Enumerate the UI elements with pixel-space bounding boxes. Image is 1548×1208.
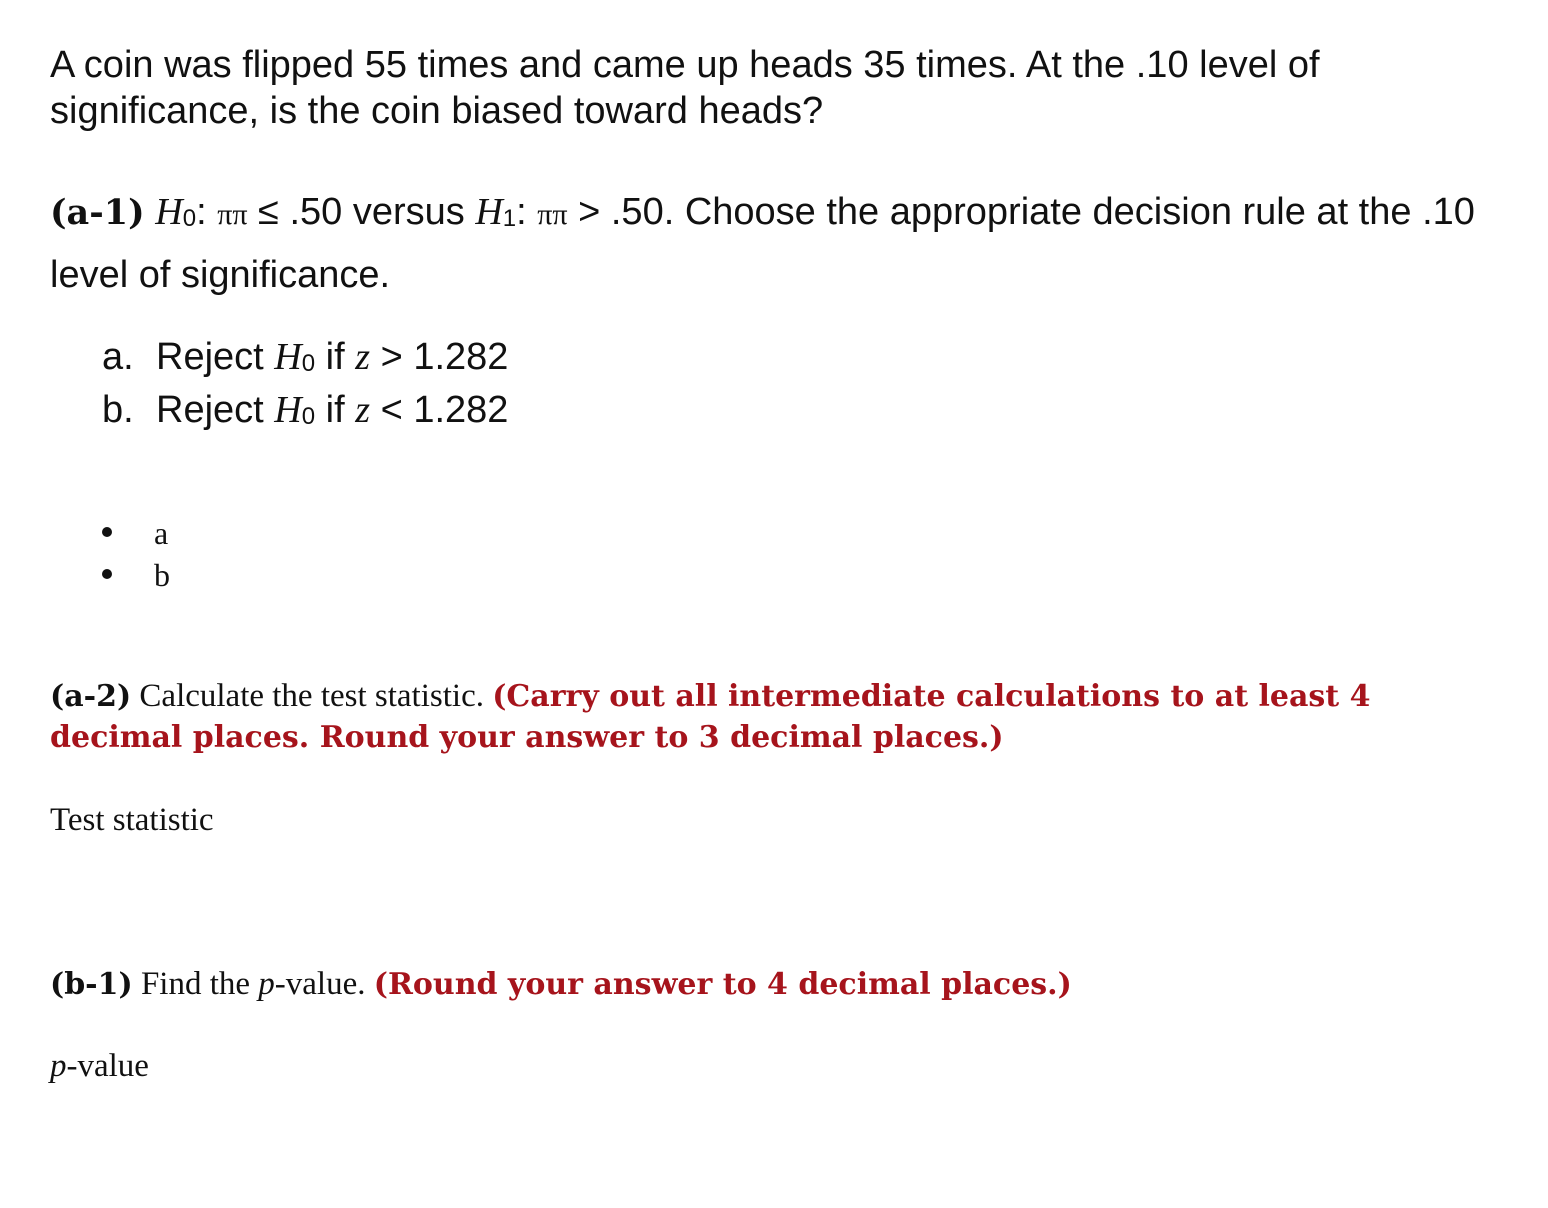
pi-symbol-h1: ππ (537, 198, 568, 231)
bullet-icon[interactable] (102, 569, 112, 579)
h0-relation: ≤ .50 versus (258, 191, 465, 233)
answer-choices (102, 512, 170, 596)
decision-rule-options (102, 334, 508, 440)
option-h-symbol: H (274, 336, 302, 378)
part-a2-question: Calculate the test statistic. (139, 678, 484, 714)
option-key: a. (102, 336, 134, 378)
question-intro: A coin was flipped 55 times and came up heads 35 times. At the .10 level of significance, is the coin biased toward heads? (50, 44, 1320, 132)
option-z-var: z (355, 389, 371, 431)
h0-subscript: 0 (182, 205, 197, 232)
choice-b[interactable] (102, 554, 170, 596)
part-b1-instruction: (Round your answer to 4 decimal places.) (373, 967, 1072, 1002)
part-a1-label: (a-1) (50, 192, 145, 233)
choice-a[interactable] (102, 512, 170, 554)
part-a2-label: (a-2) (50, 679, 132, 714)
h1-subscript: 1 (502, 205, 517, 232)
bullet-icon[interactable] (102, 527, 112, 537)
option-if: if (325, 389, 345, 431)
h1-colon: : (516, 191, 527, 233)
part-b1-text: Find the (140, 966, 251, 1002)
test-statistic-label: Test statistic (50, 802, 214, 838)
choice-label[interactable]: a (154, 515, 169, 551)
part-a2-prompt (50, 676, 1450, 758)
h1-relation: > .50. Choose the appropriate decision rule at the .10 level of significance. (50, 191, 1475, 296)
option-text: Reject (156, 336, 264, 378)
p-value-label (50, 1046, 149, 1086)
h0-symbol: H (155, 191, 183, 233)
choice-label[interactable]: b (154, 557, 170, 593)
part-a2-instruction: (Carry out all intermediate calculations to at least 4 decimal places. Round your answer to 3 decimal places.) (50, 679, 1371, 755)
part-b1-label: (b-1) (50, 967, 133, 1002)
part-b1-text-after: -value. (274, 966, 366, 1002)
option-z-var: z (355, 336, 371, 378)
part-b1-prompt (50, 964, 1450, 1005)
option-text: Reject (156, 389, 264, 431)
option-if: if (325, 336, 345, 378)
option-h-symbol: H (274, 389, 302, 431)
option-a (102, 334, 508, 387)
option-b (102, 387, 508, 440)
option-relation: > 1.282 (380, 336, 509, 378)
pi-symbol-h0: ππ (217, 198, 248, 231)
option-h-subscript: 0 (301, 350, 316, 377)
p-value-suffix: -value (66, 1048, 149, 1084)
part-a1-prompt (50, 184, 1510, 303)
p-value-var: p (50, 1048, 67, 1084)
h0-colon: : (196, 191, 207, 233)
option-key: b. (102, 389, 134, 431)
h1-symbol: H (475, 191, 503, 233)
option-h-subscript: 0 (301, 403, 316, 430)
option-relation: < 1.282 (380, 389, 509, 431)
p-var: p (258, 966, 275, 1002)
